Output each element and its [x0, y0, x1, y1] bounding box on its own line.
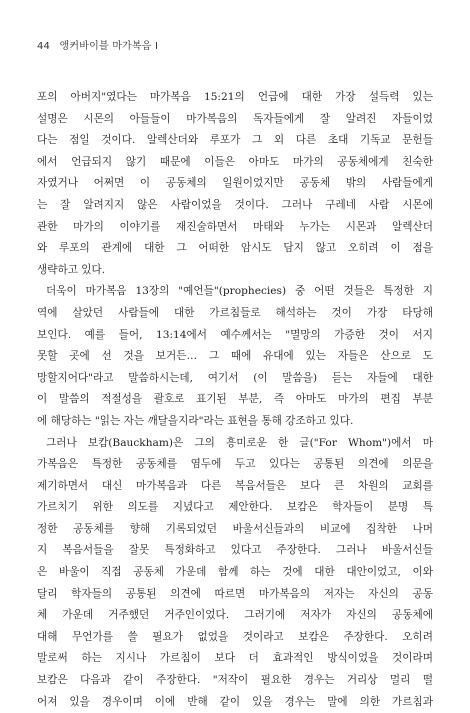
text-line: 체 가운데 거주했던 거주인이었다. 그러기에 저자가 자신의 공동체에 [37, 605, 433, 627]
text-line: 에 해당하는 "읽는 자는 깨달을지라"라는 표현을 통해 강조하고 있다. [37, 411, 433, 433]
text-line: 에서 언급되지 않기 때문에 이들은 아마도 마가의 공동체에게 친숙한 [37, 152, 433, 174]
text-line: 가복음은 특정한 공동체를 염두에 두고 있다는 공통된 의견에 의문을 [37, 454, 433, 476]
paragraph-3 [37, 433, 433, 713]
text-line: 설명은 시몬의 아들들이 마가복음의 독자들에게 잘 알려진 자들이었 [37, 109, 433, 131]
text-line: 관한 마가의 이야기를 재진술하면서 마태와 누가는 시몬과 알렉산더 [37, 217, 433, 239]
text-line: 지 복음서들을 잘못 특정화하고 있다고 주장한다. 그러나 바울서신들 [37, 540, 433, 562]
text-line: 제기하면서 대신 마가복음과 다른 복음서들은 보다 큰 차원의 교회를 [37, 476, 433, 498]
text-line: 보캄은 다음과 같이 주장한다. "저작이 필요한 경우는 거리상 멀리 떨 [37, 670, 433, 692]
paragraph-1 [37, 87, 433, 281]
text-line: 자였거나 어쩌면 이 공동체의 일원이었지만 공동체 밖의 사람들에게 [37, 173, 433, 195]
running-header [37, 37, 158, 52]
text-line: 와 루포의 관계에 대한 그 어떠한 암시도 담지 않고 오히려 이 점을 [37, 238, 433, 260]
text-line: 는 잘 알려지지 않은 사람이었을 것이다. 그러나 구레네 사람 시몬에 [37, 195, 433, 217]
text-line: 다는 점일 것이다. 알렉산더와 루포가 그 외 다른 초대 기독교 문헌들 [37, 130, 433, 152]
running-title: 앵커바이블 마가복음 I [60, 41, 159, 52]
body-text [37, 87, 433, 713]
text-line: 못할 곳에 선 것을 보거든… 그 때에 유대에 있는 자들은 산으로 도 [37, 346, 433, 368]
text-line: 은 바울이 직접 공동체 가운데 함께 하는 것에 대한 대안이었고, 이와 [37, 562, 433, 584]
text-line: 역에 살았던 사람들에 대한 가르침들로 해석하는 것이 가장 타당해 [37, 303, 433, 325]
paragraph-2 [37, 281, 433, 432]
text-line: 정한 공동체를 향해 기록되었던 바울서신들과의 비교에 집착한 나머 [37, 519, 433, 541]
text-line: 이 말씀의 적절성을 괄호로 표기된 부분, 즉 아마도 마가의 편집 부분 [37, 389, 433, 411]
text-line: 보인다. 예를 들어, 13:14에서 예수께서는 "멸망의 가증한 것이 서지 [37, 325, 433, 347]
text-line: 가르치기 위한 의도를 지녔다고 제안한다. 보캄은 학자들이 분명 특 [37, 497, 433, 519]
text-line: 망할지어다"라고 말씀하시는데, 여기서 (이 말씀을) 듣는 자들에 대한 [37, 368, 433, 390]
page-number: 44 [37, 41, 50, 52]
text-line: 생략하고 있다. [37, 260, 433, 282]
text-line: 달리 학자들의 공통된 의견에 따르면 마가복음의 저자는 자신의 공동 [37, 584, 433, 606]
text-line: 더욱이 마가복음 13장의 "예언들"(prophecies) 중 어떤 것들은 특정한 지 [37, 281, 433, 303]
text-line: 그러나 보캄(Bauckham)은 그의 흥미로운 한 글("For Whom")에서 마 [37, 433, 433, 455]
text-line: 어져 있을 경우이며 이에 반해 같이 있을 경우는 말에 의한 가르침과 [37, 692, 433, 713]
text-line: 대해 무언가를 쓸 필요가 없었을 것이라고 보캄은 주장한다. 오히려 [37, 627, 433, 649]
text-line: 포의 아버지"였다는 마가복음 15:21의 언급에 대한 가장 설득력 있는 [37, 87, 433, 109]
text-line: 말로써 하는 지시나 가르침이 보다 더 효과적인 방식이었을 것이라며 [37, 648, 433, 670]
